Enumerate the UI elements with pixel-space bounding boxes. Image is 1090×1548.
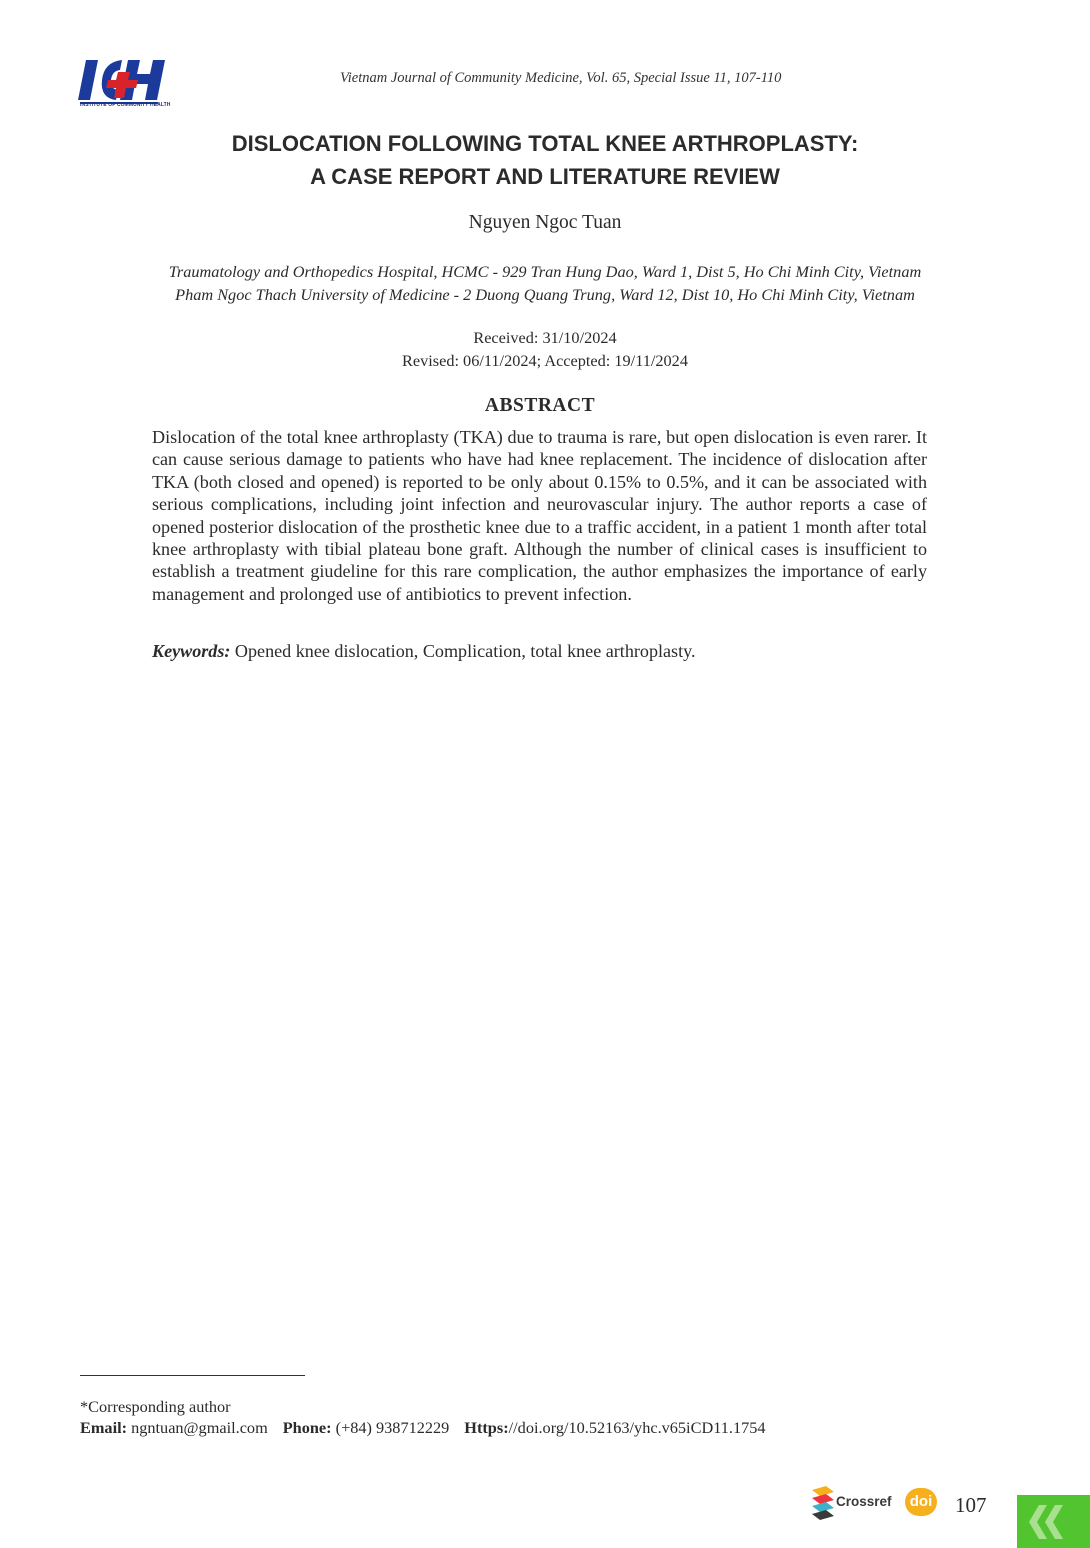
abstract-heading: ABSTRACT	[484, 395, 596, 416]
page-corner-tab	[1017, 1495, 1090, 1548]
author-name: Nguyen Ngoc Tuan	[468, 212, 622, 233]
affiliations	[0, 260, 1090, 306]
keywords-text: Opened knee dislocation, Complication, total knee arthroplasty.	[230, 641, 696, 661]
keywords-label: Keywords:	[152, 641, 231, 661]
crossref-label: Crossref	[836, 1494, 892, 1509]
phone-label: Phone:	[282, 1418, 332, 1437]
double-chevron-left-icon	[1017, 1495, 1090, 1548]
received-date: Received: 31/10/2024	[473, 328, 617, 347]
title-line-2: A CASE REPORT AND LITERATURE REVIEW	[310, 164, 780, 189]
contact-line	[80, 1417, 766, 1438]
revised-accepted-dates: Revised: 06/11/2024; Accepted: 19/11/2024	[402, 351, 688, 370]
phone-value: (+84) 938712229	[331, 1418, 450, 1437]
logo-caption: INSTITUTE OF COMMUNITY HEALTH	[80, 102, 171, 108]
footnote-divider	[80, 1375, 305, 1376]
email-value[interactable]: ngntuan@gmail.com	[127, 1418, 268, 1437]
footnote	[80, 1396, 766, 1438]
affiliation-2: Pham Ngoc Thach University of Medicine - 2 Duong Quang Trung, Ward 12, Dist 10, Ho Chi Minh City, Vietnam	[175, 285, 915, 304]
title-line-1: DISLOCATION FOLLOWING TOTAL KNEE ARTHROPLASTY:	[231, 131, 859, 156]
keywords	[152, 639, 927, 663]
article-title	[0, 127, 1090, 193]
email-label: Email:	[80, 1418, 128, 1437]
abstract-text: Dislocation of the total knee arthroplasty (TKA) due to trauma is rare, but open dislocation is even rarer. It can cause serious damage to patients who have had knee replacement. The incidence of dislocation after TKA (both closed and opened) is reported to be only about 0.15% to 0.5%, and it can be associated with serious complications, including joint infection and neurovascular injury. The author reports a case of opened posterior dislocation of the prosthetic knee due to a traffic accident, in a patient 1 month after total knee arthroplasty with tibial plateau bone graft. Although the number of clinical cases is insufficient to establish a treatment giudeline for this rare complication, the author emphasizes the importance of early management and prolonged use of antibiotics to prevent infection.	[152, 427, 927, 604]
corresponding-author-note: *Corresponding author	[80, 1397, 231, 1416]
journal-citation: Vietnam Journal of Community Medicine, Vol. 65, Special Issue 11, 107-110	[340, 70, 782, 86]
doi-label: Https:	[464, 1418, 509, 1437]
doi-link[interactable]: //doi.org/10.52163/yhc.v65iCD11.1754	[508, 1418, 766, 1437]
affiliation-1: Traumatology and Orthopedics Hospital, HCMC - 929 Tran Hung Dao, Ward 1, Dist 5, Ho Chi Minh City, Vietnam	[168, 262, 922, 281]
article-dates	[0, 326, 1090, 372]
doi-badge[interactable]: doi	[905, 1488, 937, 1516]
page-number: 107	[955, 1493, 987, 1517]
